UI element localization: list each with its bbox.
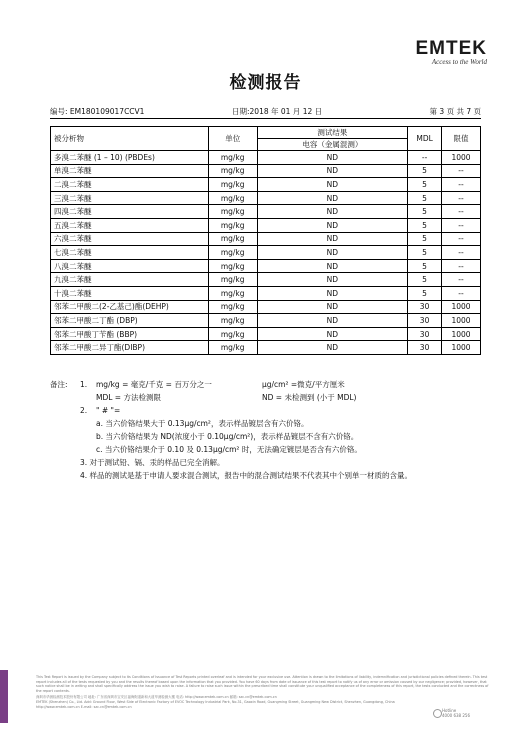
phone-icon [433, 709, 442, 718]
cell-mdl: 5 [408, 191, 442, 205]
cell-limit: -- [442, 164, 481, 178]
header-result-sub: 电容（金属混测） [257, 139, 407, 151]
cell-analyte: 六溴二苯醚 [51, 232, 209, 246]
cell-result: ND [257, 314, 407, 328]
cell-mdl: 30 [408, 327, 442, 341]
header-unit: 单位 [208, 127, 257, 151]
cell-analyte: 七溴二苯醚 [51, 246, 209, 260]
table-row [51, 246, 481, 260]
cell-result: ND [257, 286, 407, 300]
cell-unit: mg/kg [208, 246, 257, 260]
cell-unit: mg/kg [208, 218, 257, 232]
table-row [51, 300, 481, 314]
cell-unit: mg/kg [208, 273, 257, 287]
cell-unit: mg/kg [208, 327, 257, 341]
cell-mdl: 5 [408, 178, 442, 192]
cell-unit: mg/kg [208, 341, 257, 355]
footer [36, 675, 491, 709]
footer-disclaimer: This Test Report is issued by the Company subject to its Conditions of Issuance of Test Reports printed overleaf and is intended for your exclusive use. Attention is drawn to the limitations of liability, indemnification and jurisdictional policies defined therein. This test report includes all of the tests requested by you and the results thereof based upon the information that you provided. You have 60 days from date of issuance of this test report to notify us of any error or omission caused by our negligence; provided, however, that such notice shall be in writing and shall specifically address the issue you wish to raise. A failure to raise such issue within the prescribed time shall constitute your unqualified acceptance of the completeness of this report, the tests conducted and the correctness of the report contents. [36, 675, 489, 693]
cell-limit: -- [442, 246, 481, 260]
note-1-number: 1. [80, 380, 88, 389]
cell-limit: -- [442, 205, 481, 219]
note-2-number: 2. [80, 406, 88, 415]
note-2c: c. 当六价铬结果介于 0.10 及 0.13μg/cm² 时，无法确定镀层是否含有六价铬。 [96, 445, 362, 454]
hotline-label: Hotline [442, 708, 457, 713]
cell-mdl: 5 [408, 259, 442, 273]
notes-section [50, 378, 412, 482]
company-logo [416, 38, 488, 66]
cell-limit: -- [442, 232, 481, 246]
cell-analyte: 四溴二苯醚 [51, 205, 209, 219]
cell-limit: -- [442, 191, 481, 205]
page-title: 检测报告 [229, 73, 302, 93]
cell-limit: -- [442, 259, 481, 273]
cell-mdl: 5 [408, 246, 442, 260]
cell-analyte: 十溴二苯醚 [51, 286, 209, 300]
cell-unit: mg/kg [208, 286, 257, 300]
cell-analyte: 八溴二苯醚 [51, 259, 209, 273]
cell-limit: -- [442, 286, 481, 300]
hotline [442, 708, 470, 718]
note-3: 3. 对于测试铅、镉、汞的样品已完全消解。 [80, 458, 225, 467]
cell-mdl: 5 [408, 286, 442, 300]
cell-mdl: 5 [408, 218, 442, 232]
note-1-unit-def-2: μg/cm² =微克/平方厘米 [262, 380, 345, 389]
cell-limit: 1000 [442, 341, 481, 355]
header-item: 被分析物 [51, 127, 209, 151]
note-1-mdl-def: MDL = 方法检测限 [96, 393, 161, 402]
report-number: 编号: EM180109017CCV1 [50, 107, 145, 116]
footer-address-cn: 深圳市华测检测技术股份有限公司 地址: 广东省深圳市宝安区福海街道新和大道华测检测大楼 电话: http://www.emtek.com.cn 邮箱: szc.cn@emtek.com.cn [36, 695, 277, 700]
footer-address-en: EMTEK (Shenzhen) Co., Ltd. Add: Ground Floor, West Side of Electronic Factory of EVOC Technology Industrial Park, No.31, Gaoxin Road, Guangming Street, Guangming New District, Shenzhen, Guangdong, China http://www.emtek.com.cn E-mail: szc.cn@emtek.com.cn [36, 699, 395, 709]
logo-tagline: Access to the World [431, 58, 487, 66]
cell-analyte: 九溴二苯醚 [51, 273, 209, 287]
cell-mdl: 30 [408, 341, 442, 355]
note-1-unit-def: mg/kg = 毫克/千克 = 百万分之一 [96, 380, 212, 389]
cell-unit: mg/kg [208, 259, 257, 273]
note-1-nd-def: ND = 未检测到 (小于 MDL) [262, 393, 357, 402]
cell-result: ND [257, 273, 407, 287]
table-header-row [51, 127, 481, 139]
cell-result: ND [257, 300, 407, 314]
cell-limit: -- [442, 273, 481, 287]
cell-result: ND [257, 246, 407, 260]
report-date: 日期:2018 年 01 月 12 日 [232, 107, 323, 116]
cell-limit: 1000 [442, 300, 481, 314]
table-row [51, 218, 481, 232]
logo-wordmark: EMTEK [415, 38, 487, 59]
cell-mdl: 5 [408, 232, 442, 246]
cell-result: ND [257, 205, 407, 219]
cell-mdl: 5 [408, 205, 442, 219]
footer-accent-bar [0, 670, 8, 723]
page-number: 第 3 页 共 7 页 [429, 107, 481, 116]
cell-result: ND [257, 218, 407, 232]
cell-limit: -- [442, 178, 481, 192]
cell-analyte: 五溴二苯醚 [51, 218, 209, 232]
hotline-number: 4000 638 256 [442, 713, 470, 718]
results-table [50, 126, 481, 355]
header-mdl: MDL [408, 127, 442, 151]
cell-analyte: 邻苯二甲酸二异丁酯(DIBP) [51, 341, 209, 355]
cell-result: ND [257, 341, 407, 355]
table-row [51, 273, 481, 287]
note-2a: a. 当六价铬结果大于 0.13μg/cm²，表示样品镀层含有六价铬。 [96, 419, 309, 428]
cell-analyte: 邻苯二甲酸二(2-乙基己)酯(DEHP) [51, 300, 209, 314]
cell-analyte: 二溴二苯醚 [51, 178, 209, 192]
table-row [51, 314, 481, 328]
table-row [51, 341, 481, 355]
table-row [51, 191, 481, 205]
cell-analyte: 三溴二苯醚 [51, 191, 209, 205]
header-divider [50, 118, 481, 119]
cell-result: ND [257, 327, 407, 341]
cell-mdl: 30 [408, 314, 442, 328]
header-result: 测试结果 [257, 127, 407, 139]
cell-result: ND [257, 151, 407, 165]
cell-limit: 1000 [442, 151, 481, 165]
cell-unit: mg/kg [208, 151, 257, 165]
cell-limit: -- [442, 218, 481, 232]
cell-limit: 1000 [442, 314, 481, 328]
cell-unit: mg/kg [208, 191, 257, 205]
cell-analyte: 多溴二苯醚 (1 – 10) (PBDEs) [51, 151, 209, 165]
cell-analyte: 单溴二苯醚 [51, 164, 209, 178]
cell-mdl: -- [408, 151, 442, 165]
cell-limit: 1000 [442, 327, 481, 341]
cell-unit: mg/kg [208, 178, 257, 192]
table-row [51, 178, 481, 192]
cell-unit: mg/kg [208, 314, 257, 328]
table-row [51, 259, 481, 273]
table-row [51, 205, 481, 219]
note-2-title: " # "= [96, 406, 121, 415]
cell-mdl: 5 [408, 164, 442, 178]
notes-label: 备注: [50, 380, 68, 389]
note-4: 4. 样品的测试是基于申请人要求混合测试，报告中的混合测试结果不代表其中个别单一材质的含量。 [80, 471, 413, 480]
table-row [51, 286, 481, 300]
cell-result: ND [257, 259, 407, 273]
note-2b: b. 当六价铬结果为 ND(浓度小于 0.10μg/cm²)，表示样品镀层不含有六价铬。 [96, 432, 359, 441]
cell-result: ND [257, 191, 407, 205]
cell-unit: mg/kg [208, 300, 257, 314]
cell-analyte: 邻苯二甲酸丁苄酯 (BBP) [51, 327, 209, 341]
cell-mdl: 5 [408, 273, 442, 287]
cell-result: ND [257, 164, 407, 178]
cell-unit: mg/kg [208, 164, 257, 178]
cell-result: ND [257, 178, 407, 192]
cell-result: ND [257, 232, 407, 246]
cell-mdl: 30 [408, 300, 442, 314]
table-row [51, 164, 481, 178]
table-row [51, 151, 481, 165]
cell-unit: mg/kg [208, 232, 257, 246]
header-limit: 限值 [442, 127, 481, 151]
table-row [51, 232, 481, 246]
cell-unit: mg/kg [208, 205, 257, 219]
cell-analyte: 邻苯二甲酸二丁酯 (DBP) [51, 314, 209, 328]
table-row [51, 327, 481, 341]
